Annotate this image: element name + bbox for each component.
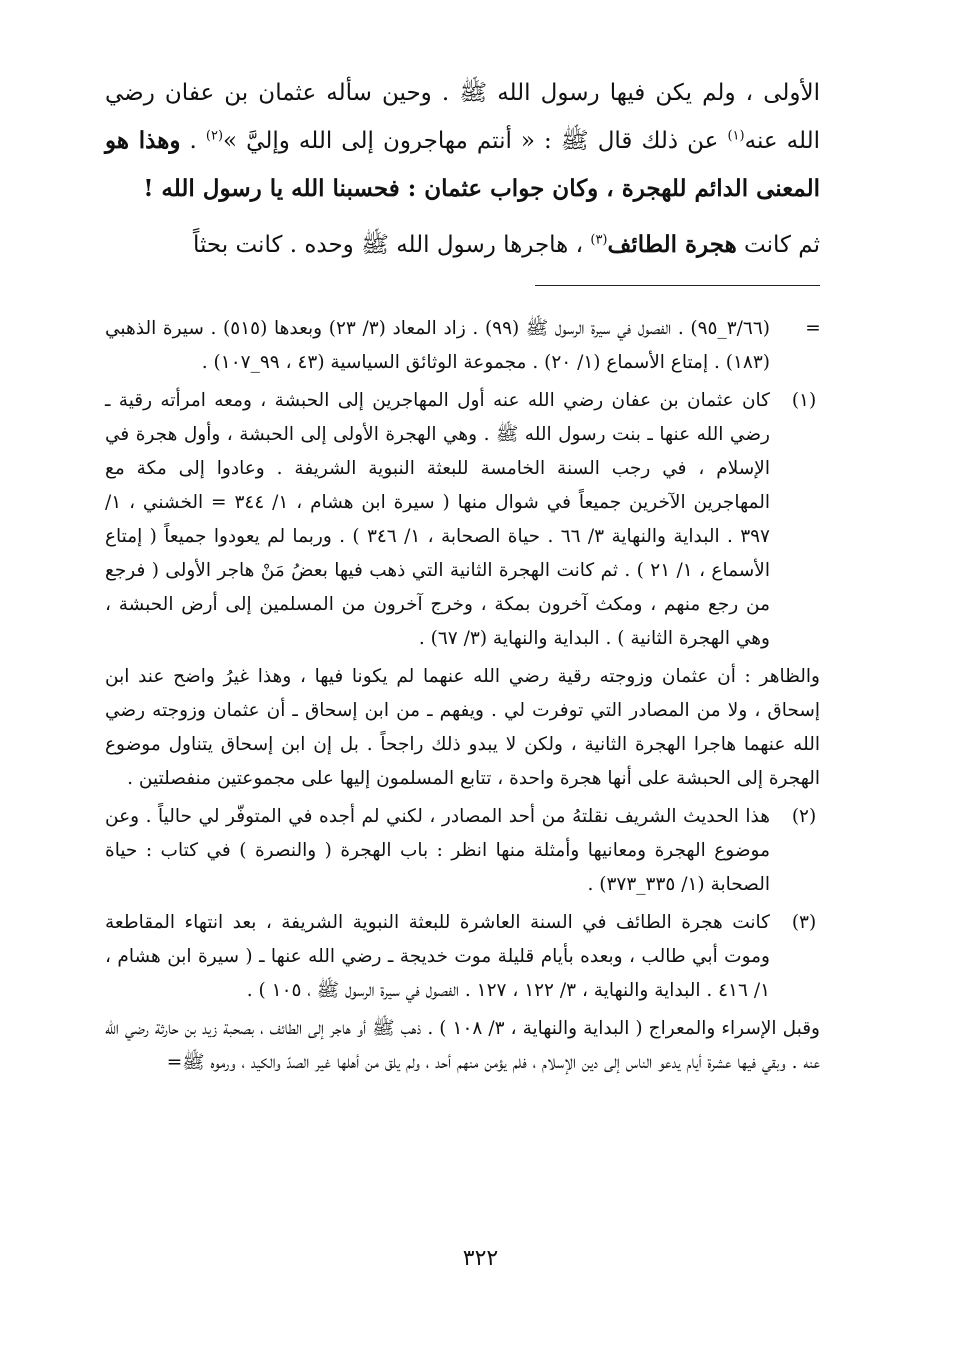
main-paragraph-2 bbox=[105, 221, 820, 269]
footnote-separator bbox=[535, 285, 820, 286]
main-text-run: الأولى ، ولم يكن فيها رسول الله ﷺ . وحين سأله عثمان بن عفان رضي الله عنه bbox=[105, 80, 821, 154]
main-bold-text: هجرة الطائف bbox=[607, 231, 737, 258]
main-text bbox=[105, 70, 820, 269]
footnote-ref-1: (١) bbox=[727, 128, 745, 144]
continuation-marker: = bbox=[805, 318, 821, 339]
footnote-1 bbox=[105, 384, 820, 656]
main-text-run: . bbox=[180, 128, 206, 154]
footnote-text: والظاهر : أن عثمان وزوجته رقية رضي الله عنهما لم يكونا فيها ، وهذا غيرُ واضح عند ابن إسحاق ، ولا من المصادر التي توفرت لي . ويفهم ـ من ابن إسحاق ـ أن عثمان وزوجته رضي الله عنهما هاجرا الهجرة الثانية ، ولكن لا يبدو ذلك راجحاً . بل إن ابن إسحاق يتناول موضوع الهجرة إلى الحبشة على أنها هجرة واحدة ، تتابع المسلمون إليها على مجموعتين منفصلتين . bbox=[105, 666, 820, 789]
footnote-number: (١) bbox=[791, 390, 817, 411]
footnote-3-continued bbox=[105, 1012, 820, 1080]
footnote-ref-3: (٣) bbox=[590, 232, 608, 248]
footnote-text: (٣/٦٦_٩٥) . الفصول في سيرة الرسول ﷺ (٩٩) . زاد المعاد (٣/ ٢٣) وبعدها (٥١٥) . سيرة الذهبي (١٨٣) . إمتاع الأسماع (١/ ٢٠) . مجموعة الوثائق السياسية (٤٣ ، ٩٩_١٠٧) . bbox=[105, 318, 770, 373]
main-text-run: عن ذلك قال ﷺ : « أنتم مهاجرون إلى الله وإليَّ » bbox=[223, 128, 728, 154]
footnote-3 bbox=[105, 906, 820, 1008]
page-number: ٣٢٢ bbox=[462, 1246, 499, 1271]
footnote-number: (٢) bbox=[791, 806, 817, 827]
page-content bbox=[105, 70, 820, 1084]
footnote-text: وقبل الإسراء والمعراج ( البداية والنهاية ، ٣/ ١٠٨ ) . ذهب ﷺ أو هاجر إلى الطائف ، بصحبة زيد بن حارثة رضي الله عنه . وبقي فيها عشرة أيام يدعو الناس إلى دين الإسلام ، فلم يؤمن منهم أحد ، ولم يلق من أهلها غير الصدّ والكيد ، ورموه ﷺ= bbox=[105, 1018, 820, 1073]
main-paragraph-1 bbox=[105, 70, 820, 213]
footnote-text: هذا الحديث الشريف نقلتهُ من أحد المصادر ، لكني لم أجده في المتوفّر لي حالياً . وعن موضوع الهجرة ومعانيها وأمثلة منها انظر : باب الهجرة ( والنصرة ) في كتاب : حياة الصحابة (١/ ٣٣٥_٣٧٣) . bbox=[105, 806, 770, 895]
footnote-number: (٣) bbox=[791, 912, 817, 933]
main-text-run: ثم كانت bbox=[736, 232, 820, 258]
main-text-run: ، هاجرها رسول الله ﷺ وحده . كانت بحثاً bbox=[192, 232, 591, 258]
main-bold-text: وهذا هو المعنى الدائم للهجرة ، وكان جواب عثمان : فحسبنا الله يا رسول الله ! bbox=[105, 127, 820, 202]
footnotes bbox=[105, 312, 820, 1080]
footnote-2 bbox=[105, 800, 820, 902]
footnote-continuation bbox=[105, 312, 820, 380]
footnote-text: كان عثمان بن عفان رضي الله عنه أول المهاجرين إلى الحبشة ، ومعه امرأته رقية ـ رضي الله عنها ـ بنت رسول الله ﷺ . وهي الهجرة الأولى إلى الحبشة ، وأول هجرة في الإسلام ، في رجب السنة الخامسة للبعثة النبوية الشريفة . وعادوا إلى مكة مع المهاجرين الآخرين جميعاً في شوال منها ( سيرة ابن هشام ، ١/ ٣٤٤ = الخشني ، ١/ ٣٩٧ . البداية والنهاية ٣/ ٦٦ . حياة الصحابة ، ١/ ٣٤٦ ) . وربما لم يعودوا جميعاً ( إمتاع الأسماع ، ١/ ٢١ ) . ثم كانت الهجرة الثانية التي ذهب فيها بعضُ مَنْ هاجر الأولى ( فرجع من رجع منهم ، ومكث آخرون بمكة ، وخرج آخرون من المسلمين إلى أرض الحبشة ، وهي الهجرة الثانية ) . البداية والنهاية (٣/ ٦٧) . bbox=[105, 390, 770, 649]
footnote-1-continued bbox=[105, 660, 820, 796]
footnote-ref-2: (٢) bbox=[205, 128, 224, 144]
footnote-text: كانت هجرة الطائف في السنة العاشرة للبعثة النبوية الشريفة ، بعد انتهاء المقاطعة وموت أبي طالب ، وبعده بأيام قليلة موت خديجة ـ رضي الله عنها ـ ( سيرة ابن هشام ، ١/ ٤١٦ . البداية والنهاية ، ٣/ ١٢٢ ، ١٢٧ . الفصول في سيرة الرسول ﷺ ، ١٠٥ ) . bbox=[105, 912, 770, 1001]
